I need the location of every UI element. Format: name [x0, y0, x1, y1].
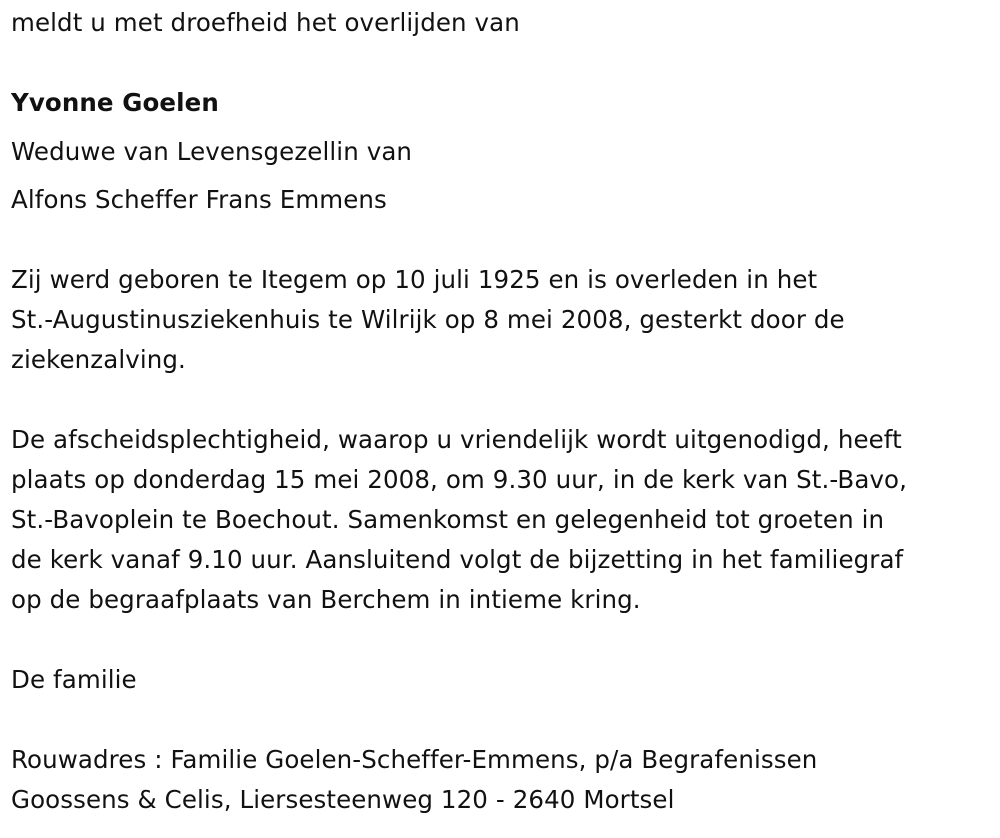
ceremony-paragraph-line: op de begraafplaats van Berchem in intieme kring.: [11, 585, 641, 614]
deceased-name: Yvonne Goelen: [11, 88, 219, 117]
ceremony-paragraph-line: de kerk vanaf 9.10 uur. Aansluitend volgt de bijzetting in het familiegraf: [11, 545, 904, 574]
ceremony-paragraph-line: De afscheidsplechtigheid, waarop u vriendelijk wordt uitgenodigd, heeft: [11, 425, 902, 454]
intro-line: meldt u met droefheid het overlijden van: [11, 8, 520, 37]
ceremony-paragraph-line: St.-Bavoplein te Boechout. Samenkomst en gelegenheid tot groeten in: [11, 505, 885, 534]
partners-line: Alfons Scheffer Frans Emmens: [11, 185, 387, 214]
birth-paragraph-line: ziekenzalving.: [11, 345, 186, 374]
ceremony-paragraph-line: plaats op donderdag 15 mei 2008, om 9.30 uur, in de kerk van St.-Bavo,: [11, 465, 908, 494]
birth-paragraph-line: St.-Augustinusziekenhuis te Wilrijk op 8 mei 2008, gesterkt door de: [11, 305, 845, 334]
address-line: Rouwadres : Familie Goelen-Scheffer-Emmens, p/a Begrafenissen: [11, 745, 818, 774]
birth-paragraph-line: Zij werd geboren te Itegem op 10 juli 1925 en is overleden in het: [11, 265, 818, 294]
address-line: Goossens & Celis, Liersesteenweg 120 - 2640 Mortsel: [11, 785, 675, 814]
signature: De familie: [11, 665, 137, 694]
relation-line: Weduwe van Levensgezellin van: [11, 137, 413, 166]
